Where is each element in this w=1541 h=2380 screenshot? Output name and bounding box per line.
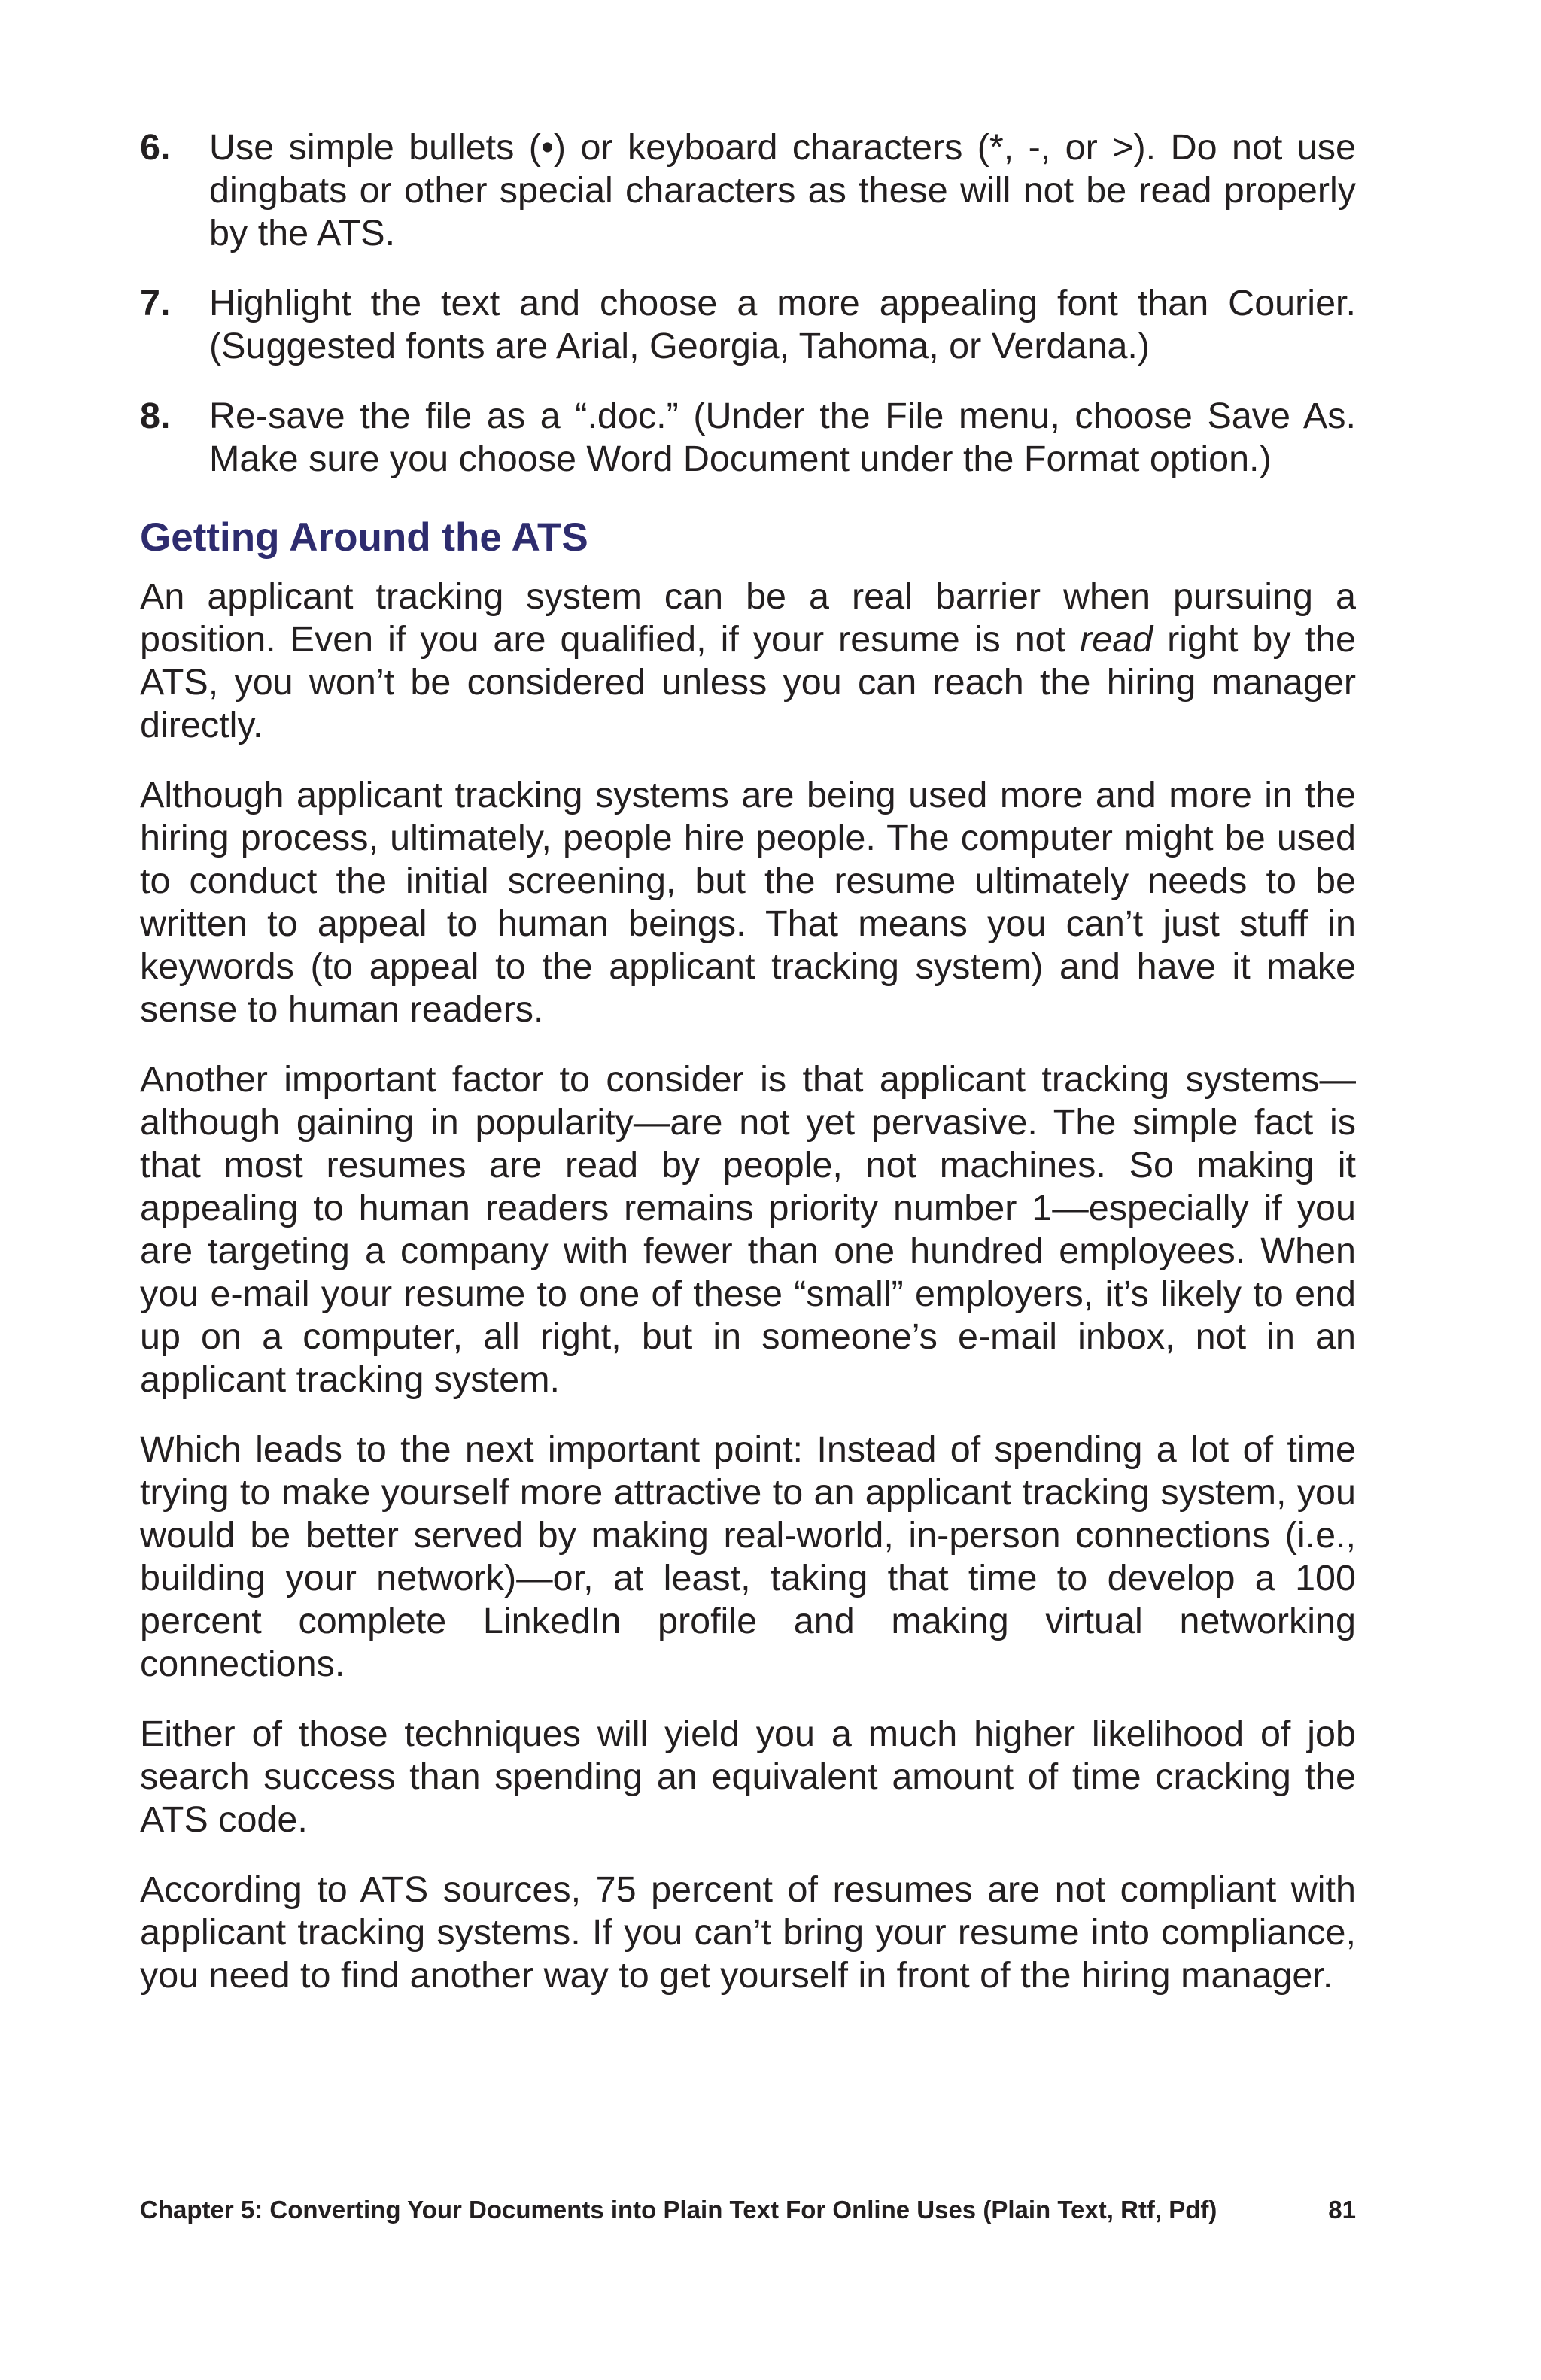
list-item-number: 8.: [140, 396, 171, 436]
numbered-list: [140, 126, 1356, 481]
body-paragraph: According to ATS sources, 75 percent of resumes are not compliant with applicant tracking systems. If you can’t bring your resume into compliance, you need to find another way to get yourself in front of the hiring manager.: [140, 1869, 1356, 1996]
body-paragraph: Which leads to the next important point: Instead of spending a lot of time trying to make yourself more attractive to an applicant tracking system, you would be better served by making real-world, in-person connections (i.e., building your network)—or, at least, taking that time to develop a 100 percent complete LinkedIn profile and making virtual networking connections.: [140, 1429, 1356, 1684]
list-item-text: Highlight the text and choose a more appealing font than Courier. (Suggested fonts are Arial, Georgia, Tahoma, or Verdana.): [209, 283, 1356, 366]
list-item-number: 6.: [140, 127, 171, 168]
section-heading: Getting Around the ATS: [140, 515, 588, 560]
body-paragraph: [140, 575, 1356, 747]
list-item-text: Re-save the file as a “.doc.” (Under the File menu, choose Save As. Make sure you choose Word Document under the Format option.): [209, 396, 1356, 479]
paragraph-text: right by the ATS, you won’t be considered unless you can reach the hiring manager directly.: [140, 619, 1356, 745]
emphasized-word: read: [1080, 619, 1153, 660]
list-item: [140, 395, 1356, 481]
paragraph-text: An applicant tracking system can be a real barrier when pursuing a position. Even if you are qualified, if your resume is not: [140, 576, 1356, 660]
list-item-number: 7.: [140, 283, 171, 323]
page-number: 81: [1328, 2196, 1356, 2224]
list-item: [140, 126, 1356, 255]
list-item: [140, 282, 1356, 368]
body-paragraph: Either of those techniques will yield you a much higher likelihood of job search success than spending an equivalent amount of time cracking the ATS code.: [140, 1714, 1356, 1840]
chapter-title: Chapter 5: Converting Your Documents into Plain Text For Online Uses (Plain Text, Rtf, Pdf): [140, 2196, 1217, 2224]
body-paragraph: Although applicant tracking systems are being used more and more in the hiring process, ultimately, people hire people. The computer might be used to conduct the initial screening, but the resume ultimately needs to be written to appeal to human beings. That means you can’t just stuff in keywords (to appeal to the applicant tracking system) and have it make sense to human readers.: [140, 775, 1356, 1030]
page-footer: [140, 2195, 1356, 2225]
body-paragraph: Another important factor to consider is that applicant tracking systems—although gaining in popularity—are not yet pervasive. The simple fact is that most resumes are read by people, not machines. So making it appealing to human readers remains priority number 1—especially if you are targeting a company with fewer than one hundred employees. When you e-mail your resume to one of these “small” employers, it’s likely to end up on a computer, all right, but in someone’s e-mail inbox, not in an applicant tracking system.: [140, 1059, 1356, 1400]
page-content: [140, 126, 1356, 2024]
list-item-text: Use simple bullets (•) or keyboard characters (*, -, or >). Do not use dingbats or other special characters as these will not be read properly by the ATS.: [209, 127, 1356, 253]
